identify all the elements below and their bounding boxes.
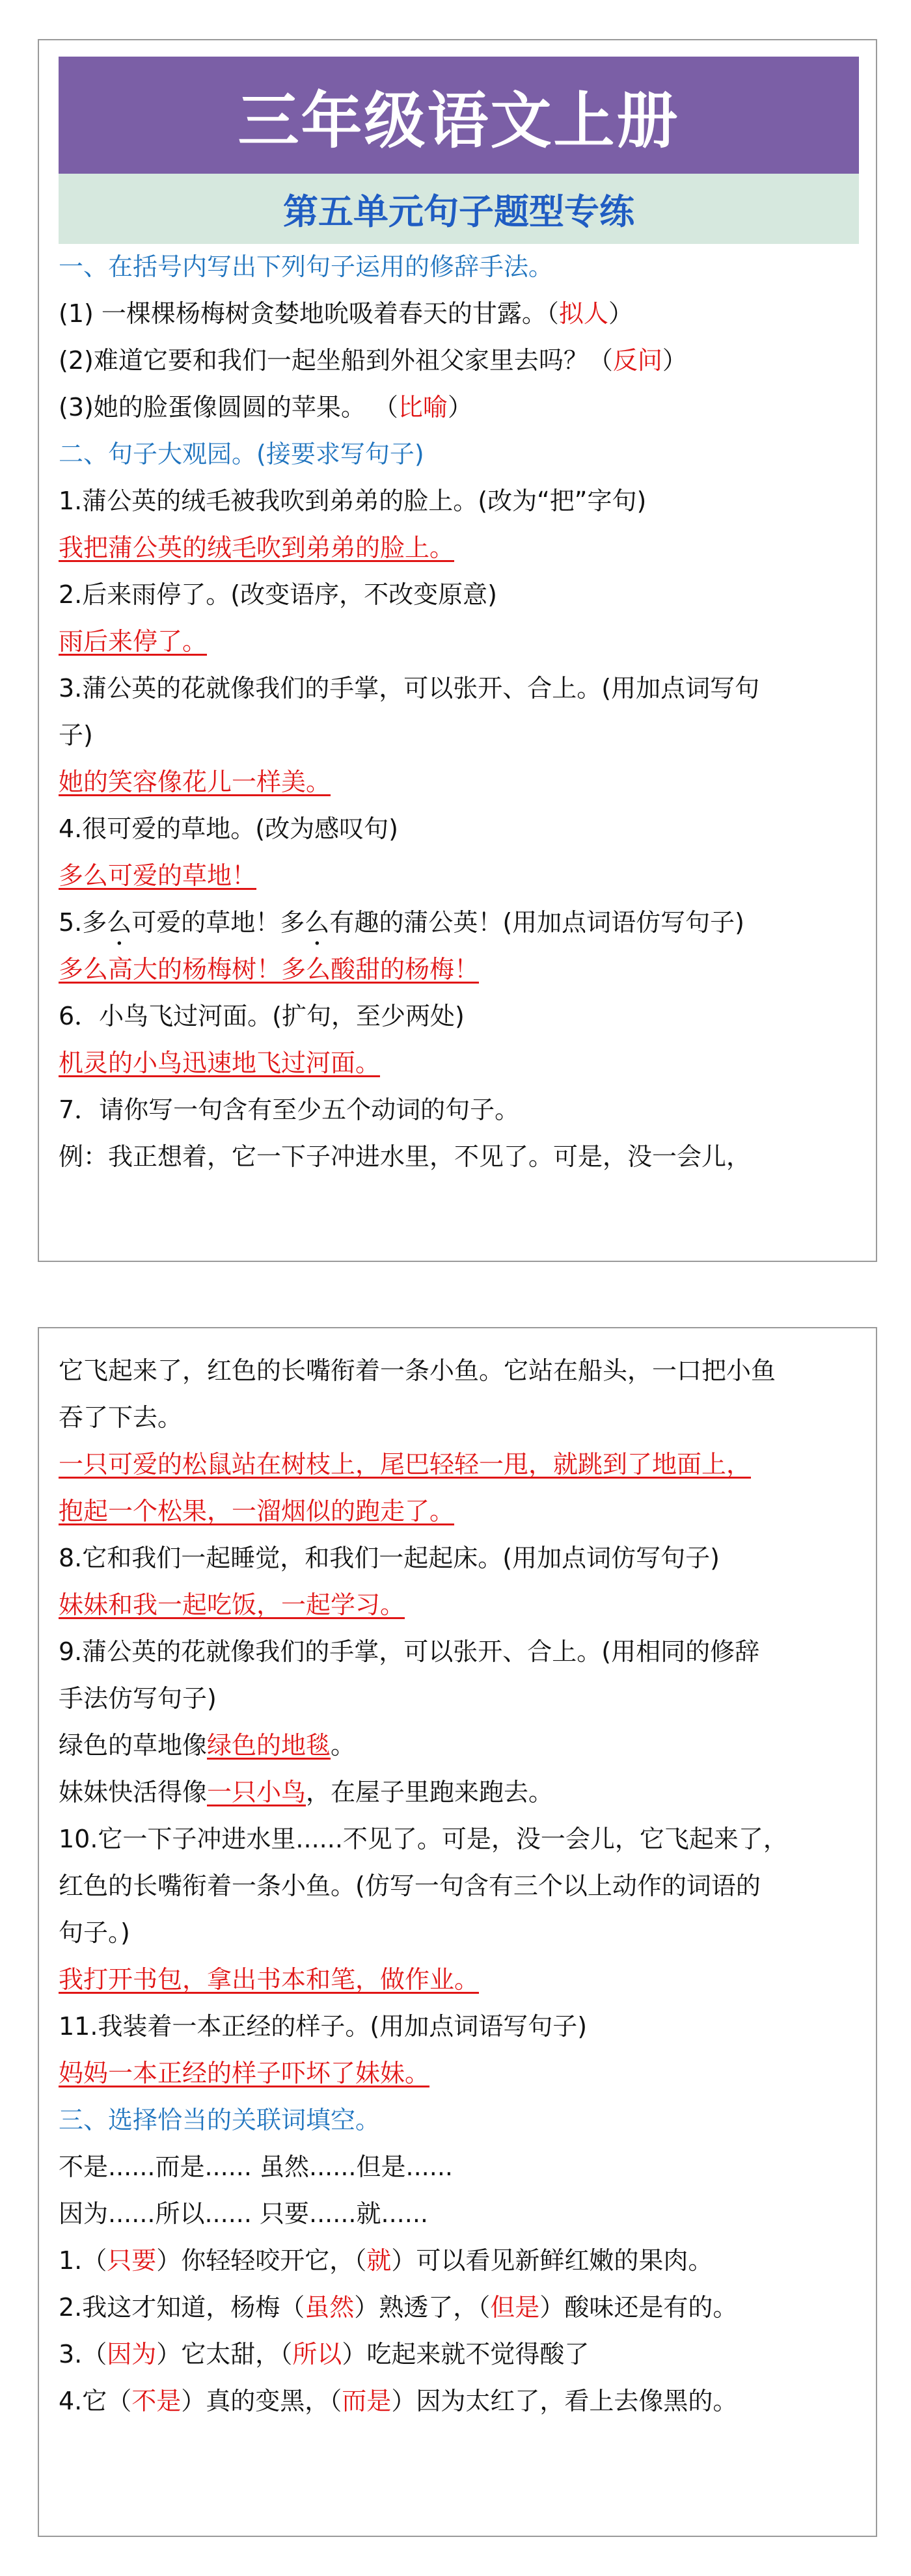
s3-options-a: 不是......而是...... 虽然......但是...... (59, 2153, 453, 2181)
q10-prompt-b: 红色的长嘴衔着一条小鱼。(仿写一句含有三个以上动作的词语的 (59, 1872, 761, 1900)
s3-item-1: 1.（只要）你轻轻咬开它，（就）可以看见新鲜红嫩的果肉。 (59, 2246, 713, 2275)
s1-answer-3: 比喻 (398, 393, 448, 422)
s3-answer-4b: 而是 (342, 2387, 392, 2415)
s3-answer-2b: 但是 (490, 2293, 540, 2322)
q7-answer-a: 一只可爱的松鼠站在树枝上，尾巴轻轻一甩，就跳到了地面上， (59, 1450, 752, 1479)
q10-answer: 我打开书包，拿出书本和笔，做作业。 (59, 1965, 480, 1994)
title-banner (59, 57, 859, 174)
q4-answer: 多么可爱的草地！ (59, 861, 257, 890)
s1-item-2: (2)难道它要和我们一起坐船到外祖父家里去吗？（反问） (59, 346, 687, 375)
s3-item-4: 4.它（不是）真的变黑，（而是）因为太红了，看上去像黑的。 (59, 2387, 738, 2415)
q9-prompt-b: 手法仿写句子) (59, 1684, 217, 1713)
q5-dotted-word-1: 么 (107, 908, 132, 937)
worksheet-page-2 (38, 1327, 877, 2537)
s3-item-2: 2.我这才知道，杨梅（虽然）熟透了，（但是）酸味还是有的。 (59, 2293, 738, 2322)
q9-answer-2: 一只小鸟 (207, 1778, 306, 1806)
q3-prompt-a: 3.蒲公英的花就像我们的手掌，可以张开、合上。(用加点词写句 (59, 674, 760, 703)
q9-prompt-a: 9.蒲公英的花就像我们的手掌，可以张开、合上。(用相同的修辞 (59, 1637, 760, 1666)
q4-prompt: 4.很可爱的草地。(改为感叹句) (59, 814, 398, 843)
q1-prompt: 1.蒲公英的绒毛被我吹到弟弟的脸上。(改为“把”字句) (59, 487, 647, 515)
q10-prompt-a: 10.它一下子冲进水里......不见了。可是，没一会儿，它飞起来了， (59, 1825, 788, 1853)
page-title: 三年级语文上册 (238, 85, 680, 157)
q5-dotted-word-2: 么 (305, 908, 330, 937)
page-subtitle: 第五单元句子题型专练 (283, 191, 634, 232)
q1-answer: 我把蒲公英的绒毛吹到弟弟的脸上。 (59, 533, 455, 562)
q2-answer: 雨后来停了。 (59, 627, 208, 656)
s1-answer-1: 拟人 (558, 299, 608, 328)
s3-answer-4a: 不是 (131, 2387, 182, 2415)
q7-prompt: 7．请你写一句含有至少五个动词的句子。 (59, 1095, 520, 1124)
worksheet-page-1 (38, 39, 877, 1262)
q9-line-2: 妹妹快活得像一只小鸟，在屋子里跑来跑去。 (59, 1778, 554, 1806)
s3-answer-1a: 只要 (107, 2246, 157, 2275)
q11-answer: 妈妈一本正经的样子吓坏了妹妹。 (59, 2059, 430, 2087)
q3-prompt-b: 子) (59, 721, 93, 749)
q9-line-1: 绿色的草地像绿色的地毯。 (59, 1731, 356, 1760)
s3-answer-3a: 因为 (107, 2340, 157, 2368)
q10-prompt-c: 句子。) (59, 1918, 130, 1947)
q5-prompt: 5.多么可爱的草地！多么有趣的蒲公英！(用加点词语仿写句子) (59, 908, 744, 937)
section3-heading: 三、选择恰当的关联词填空。 (59, 2106, 381, 2134)
q7-answer-b: 抱起一个松果，一溜烟似的跑走了。 (59, 1497, 455, 1525)
s3-answer-3b: 所以 (292, 2340, 342, 2368)
q2-prompt: 2.后来雨停了。(改变语序，不改变原意) (59, 580, 497, 609)
s3-answer-2a: 虽然 (305, 2293, 355, 2322)
section2-heading: 二、句子大观园。(接要求写句子) (59, 440, 424, 468)
s3-item-3: 3.（因为）它太甜，（所以）吃起来就不觉得酸了 (59, 2340, 590, 2368)
q7-example-b: 它飞起来了，红色的长嘴衔着一条小鱼。它站在船头，一口把小鱼 (59, 1356, 776, 1385)
s3-options-b: 因为......所以...... 只要......就...... (59, 2199, 428, 2228)
q7-example-a: 例：我正想着，它一下子冲进水里，不见了。可是，没一会儿， (59, 1142, 752, 1171)
q11-prompt: 11.我装着一本正经的样子。(用加点词语写句子) (59, 2012, 588, 2041)
q8-prompt: 8.它和我们一起睡觉，和我们一起起床。(用加点词仿写句子) (59, 1544, 720, 1572)
q9-answer-1: 绿色的地毯 (207, 1731, 331, 1760)
q6-prompt: 6．小鸟飞过河面。(扩句，至少两处) (59, 1002, 465, 1030)
q6-answer: 机灵的小鸟迅速地飞过河面。 (59, 1049, 381, 1077)
s3-answer-1b: 就 (366, 2246, 392, 2275)
q5-answer: 多么高大的杨梅树！多么酸甜的杨梅！ (59, 955, 480, 984)
s1-item-3: (3)她的脸蛋像圆圆的苹果。 （比喻） (59, 393, 472, 422)
s1-item-1: (1) 一棵棵杨梅树贪婪地吮吸着春天的甘露。（拟人） (59, 299, 633, 328)
q3-answer: 她的笑容像花儿一样美。 (59, 768, 331, 796)
s1-answer-2: 反问 (612, 346, 662, 375)
q8-answer: 妹妹和我一起吃饭，一起学习。 (59, 1590, 405, 1619)
subtitle-banner (59, 174, 859, 244)
section1-heading: 一、在括号内写出下列句子运用的修辞手法。 (59, 252, 554, 281)
q7-example-c: 吞了下去。 (59, 1403, 183, 1432)
